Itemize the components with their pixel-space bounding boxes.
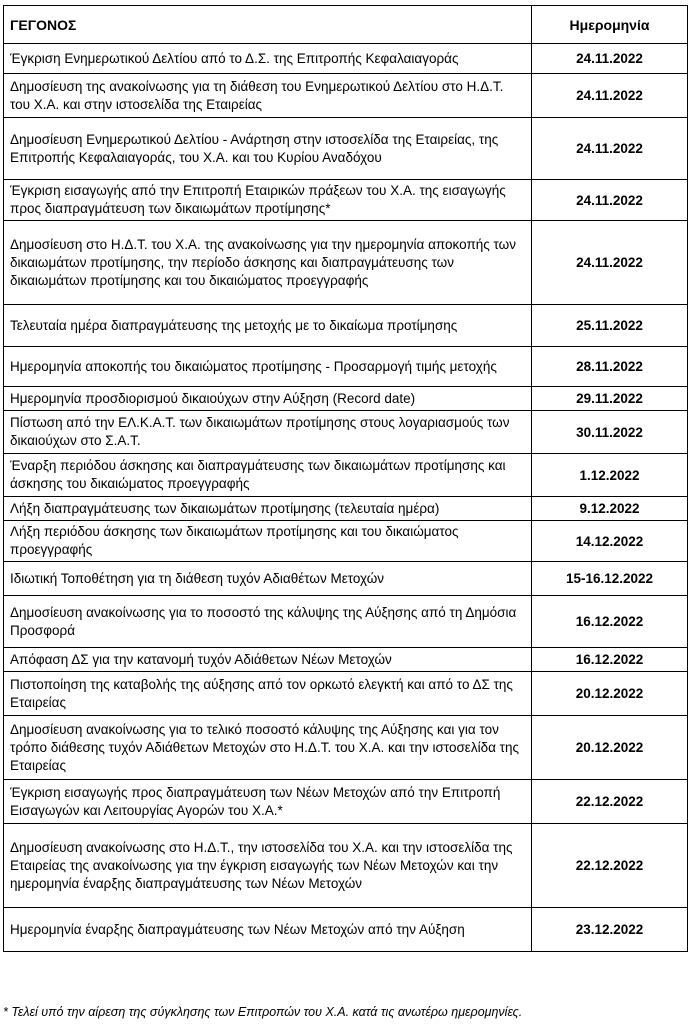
event-cell: Απόφαση ΔΣ για την κατανομή τυχόν Αδιάθετων Νέων Μετοχών xyxy=(4,648,532,672)
event-cell: Ημερομηνία προσδιορισμού δικαιούχων στην Αύξηση (Record date) xyxy=(4,387,532,411)
date-cell: 25.11.2022 xyxy=(532,305,688,347)
date-cell: 16.12.2022 xyxy=(532,596,688,648)
event-column-header: ΓΕΓΟΝΟΣ xyxy=(4,6,532,44)
date-cell: 24.11.2022 xyxy=(532,180,688,221)
date-cell: 24.11.2022 xyxy=(532,221,688,305)
table-header-row xyxy=(4,6,688,44)
table-row xyxy=(4,497,688,521)
event-cell: Δημοσίευση της ανακοίνωσης για τη διάθεση του Ενημερωτικού Δελτίου στο Η.Δ.Τ. του Χ.Α. και στην ιστοσελίδα της Εταιρείας xyxy=(4,74,532,118)
table-row xyxy=(4,521,688,562)
table-row xyxy=(4,221,688,305)
date-cell: 9.12.2022 xyxy=(532,497,688,521)
event-cell: Έγκριση εισαγωγής προς διαπραγμάτευση των Νέων Μετοχών από την Επιτροπή Εισαγωγών και Λειτουργίας Αγορών του Χ.Α.* xyxy=(4,780,532,824)
table-row xyxy=(4,648,688,672)
date-cell: 16.12.2022 xyxy=(532,648,688,672)
date-cell: 22.12.2022 xyxy=(532,780,688,824)
table-row xyxy=(4,780,688,824)
date-cell: 20.12.2022 xyxy=(532,716,688,780)
event-cell: Δημοσίευση ανακοίνωσης για το τελικό ποσοστό κάλυψης της Αύξησης και για τον τρόπο διάθεσης τυχόν Αδιάθετων Μετοχών στο Η.Δ.Τ. του Χ.Α. και την ιστοσελίδα της Εταιρείας xyxy=(4,716,532,780)
date-cell: 24.11.2022 xyxy=(532,118,688,180)
table-row xyxy=(4,387,688,411)
event-cell: Δημοσίευση ανακοίνωσης για το ποσοστό της κάλυψης της Αύξησης από τη Δημόσια Προσφορά xyxy=(4,596,532,648)
table-row xyxy=(4,411,688,454)
event-cell: Λήξη περιόδου άσκησης των δικαιωμάτων προτίμησης και του δικαιώματος προεγγραφής xyxy=(4,521,532,562)
table-row xyxy=(4,596,688,648)
event-cell: Ημερομηνία αποκοπής του δικαιώματος προτίμησης - Προσαρμογή τιμής μετοχής xyxy=(4,347,532,387)
table-row xyxy=(4,908,688,952)
table-row xyxy=(4,716,688,780)
footnote: * Τελεί υπό την αίρεση της σύγκλησης των Επιτροπών του Χ.Α. κατά τις ανωτέρω ημερομηνίες. xyxy=(3,1005,523,1019)
timeline-table xyxy=(3,5,688,952)
event-cell: Δημοσίευση στο Η.Δ.Τ. του Χ.Α. της ανακοίνωσης για την ημερομηνία αποκοπής των δικαιωμάτων προτίμησης, την περίοδο άσκησης και διαπραγμάτευσης των δικαιωμάτων προτίμησης και του δικαιώματος προεγγραφής xyxy=(4,221,532,305)
event-cell: Έγκριση εισαγωγής από την Επιτροπή Εταιρικών πράξεων του Χ.Α. της εισαγωγής προς διαπραγμάτευση των δικαιωμάτων προτίμησης* xyxy=(4,180,532,221)
event-cell: Έναρξη περιόδου άσκησης και διαπραγμάτευσης των δικαιωμάτων προτίμησης και άσκησης του δικαιώματος προεγγραφής xyxy=(4,454,532,497)
table-row xyxy=(4,305,688,347)
table-row xyxy=(4,347,688,387)
date-cell: 20.12.2022 xyxy=(532,672,688,716)
event-cell: Ιδιωτική Τοποθέτηση για τη διάθεση τυχόν Αδιαθέτων Μετοχών xyxy=(4,562,532,596)
table-row xyxy=(4,824,688,908)
event-cell: Πίστωση από την ΕΛ.Κ.Α.Τ. των δικαιωμάτων προτίμησης στους λογαριασμούς των δικαιούχων στο Σ.Α.Τ. xyxy=(4,411,532,454)
event-cell: Τελευταία ημέρα διαπραγμάτευσης της μετοχής με το δικαίωμα προτίμησης xyxy=(4,305,532,347)
date-cell: 24.11.2022 xyxy=(532,74,688,118)
date-cell: 30.11.2022 xyxy=(532,411,688,454)
table-row xyxy=(4,454,688,497)
table-row xyxy=(4,74,688,118)
date-cell: 24.11.2022 xyxy=(532,44,688,74)
table-row xyxy=(4,180,688,221)
table-row xyxy=(4,672,688,716)
table-row xyxy=(4,118,688,180)
date-cell: 22.12.2022 xyxy=(532,824,688,908)
table-row xyxy=(4,44,688,74)
table-row xyxy=(4,562,688,596)
date-cell: 14.12.2022 xyxy=(532,521,688,562)
event-cell: Πιστοποίηση της καταβολής της αύξησης από τον ορκωτό ελεγκτή και από το ΔΣ της Εταιρείας xyxy=(4,672,532,716)
event-cell: Ημερομηνία έναρξης διαπραγμάτευσης των Νέων Μετοχών από την Αύξηση xyxy=(4,908,532,952)
date-cell: 23.12.2022 xyxy=(532,908,688,952)
date-column-header: Ημερομηνία xyxy=(532,6,688,44)
date-cell: 1.12.2022 xyxy=(532,454,688,497)
date-cell: 28.11.2022 xyxy=(532,347,688,387)
date-cell: 15-16.12.2022 xyxy=(532,562,688,596)
date-cell: 29.11.2022 xyxy=(532,387,688,411)
event-cell: Δημοσίευση Ενημερωτικού Δελτίου - Ανάρτηση στην ιστοσελίδα της Εταιρείας, της Επιτροπής Κεφαλαιαγοράς, του Χ.Α. και του Κυρίου Αναδόχου xyxy=(4,118,532,180)
event-cell: Λήξη διαπραγμάτευσης των δικαιωμάτων προτίμησης (τελευταία ημέρα) xyxy=(4,497,532,521)
event-cell: Δημοσίευση ανακοίνωσης στο Η.Δ.Τ., την ιστοσελίδα του Χ.Α. και την ιστοσελίδα της Εταιρείας της ανακοίνωσης για την έγκριση εισαγωγής των Νέων Μετοχών και την ημερομηνία έναρξης διαπραγμάτευσης των Νέων Μετοχών xyxy=(4,824,532,908)
event-cell: Έγκριση Ενημερωτικού Δελτίου από το Δ.Σ. της Επιτροπής Κεφαλαιαγοράς xyxy=(4,44,532,74)
